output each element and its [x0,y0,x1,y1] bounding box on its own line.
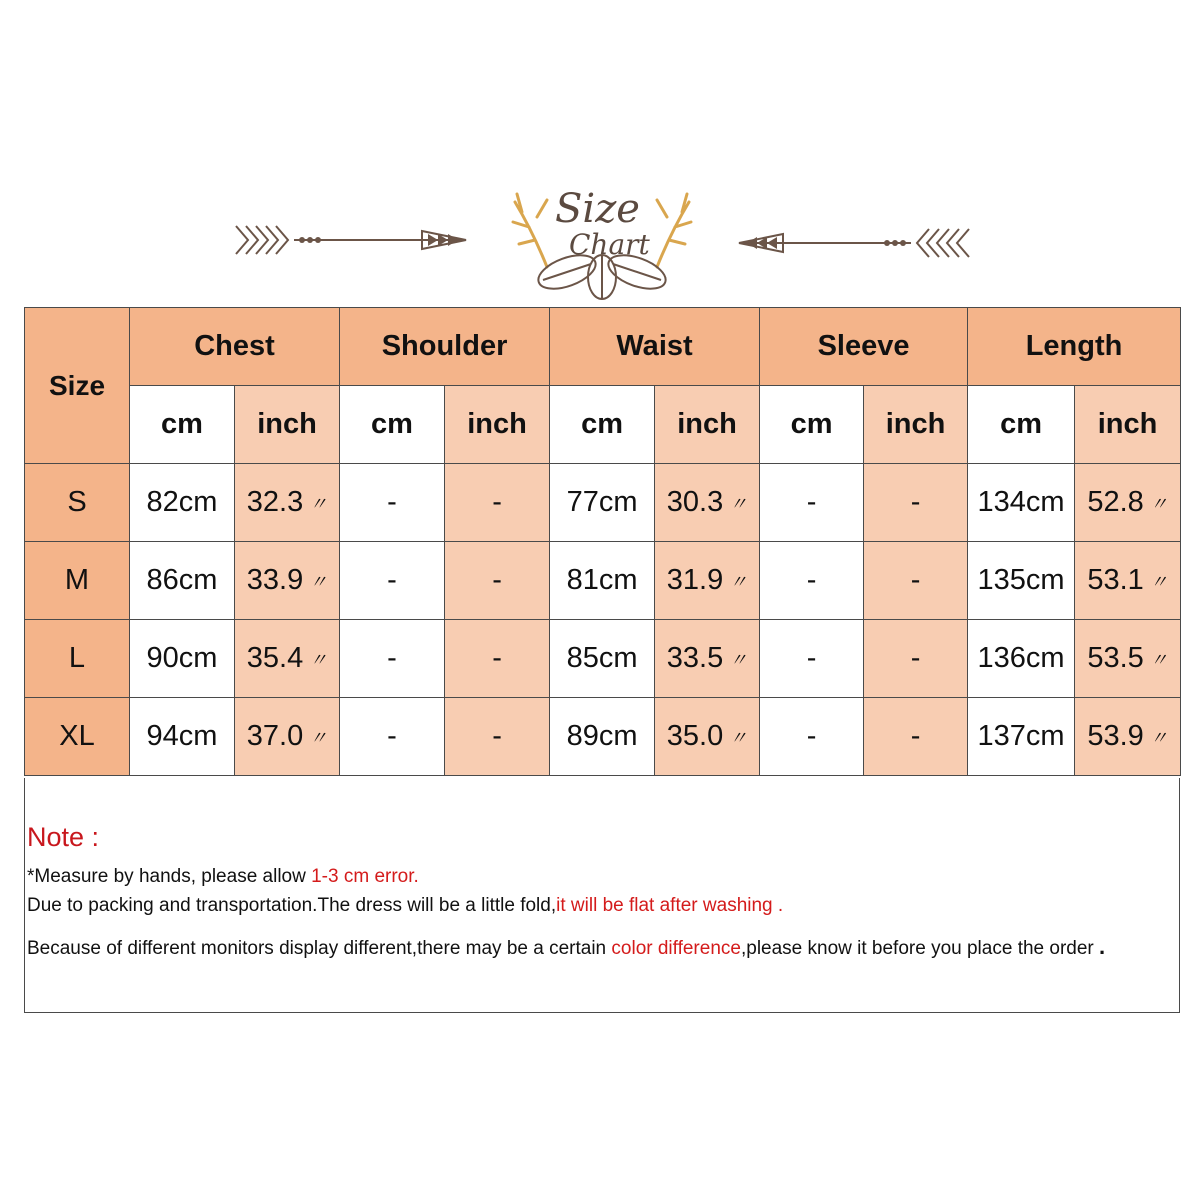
left-arrow-icon [232,220,472,260]
inch-mark: 〃 [1149,572,1168,593]
size-chart-logo [507,172,697,302]
inch-value: 35.4 [246,642,304,674]
unit-cm-header: cm [340,386,445,464]
shoulder-inch-cell: - [445,698,550,776]
note-text: Because of different monitors display different,there may be a certain [27,938,612,959]
sleeve-inch-cell: - [864,464,968,542]
note-box [24,778,1180,1013]
inch-value: 33.5 [666,642,724,674]
note-highlight: 1-3 cm error. [311,866,419,887]
size-chart-header [0,170,1200,305]
inch-mark: 〃 [1149,494,1168,515]
shoulder-header: Shoulder [340,308,550,386]
size-cell: L [25,620,130,698]
waist-cm-cell: 81cm [550,542,655,620]
chest-cm-cell: 94cm [130,698,235,776]
sleeve-header: Sleeve [760,308,968,386]
sleeve-cm-cell: - [760,542,864,620]
shoulder-inch-cell: - [445,620,550,698]
inch-mark: 〃 [1149,728,1168,749]
chest-cm-cell: 90cm [130,620,235,698]
unit-inch-header: inch [1075,386,1181,464]
length-cm-cell: 135cm [968,542,1075,620]
shoulder-cm-cell: - [340,542,445,620]
shoulder-cm-cell: - [340,620,445,698]
inch-value: 35.0 [666,720,724,752]
table-row [25,464,1181,542]
note-text: *Measure by hands, please allow [27,866,312,887]
inch-value: 30.3 [666,486,724,518]
shoulder-cm-cell: - [340,464,445,542]
unit-inch-header: inch [864,386,968,464]
unit-inch-header: inch [655,386,760,464]
sleeve-inch-cell: - [864,542,968,620]
note-title: Note : [27,822,100,852]
inch-mark: 〃 [729,728,748,749]
waist-inch-cell [655,464,760,542]
note-text: ,please know it before you place the order [740,938,1100,959]
sleeve-inch-cell: - [864,698,968,776]
unit-cm-header: cm [968,386,1075,464]
length-header: Length [968,308,1181,386]
inch-mark: 〃 [729,650,748,671]
waist-cm-cell: 85cm [550,620,655,698]
unit-cm-header: cm [130,386,235,464]
size-column-header: Size [25,308,130,464]
inch-value: 53.9 [1087,720,1144,752]
chest-inch-cell [235,542,340,620]
inch-value: 52.8 [1087,486,1144,518]
inch-value: 31.9 [666,564,724,596]
sleeve-cm-cell: - [760,464,864,542]
size-cell: S [25,464,130,542]
note-text: Due to packing and transportation.The dress will be a little fold, [27,895,557,916]
sleeve-cm-cell: - [760,698,864,776]
inch-value: 32.3 [246,486,304,518]
chest-inch-cell [235,620,340,698]
size-chart-table [24,307,1181,776]
chest-inch-cell [235,464,340,542]
inch-value: 53.1 [1087,564,1144,596]
length-inch-cell [1075,542,1181,620]
inch-mark: 〃 [1149,650,1168,671]
waist-inch-cell [655,542,760,620]
size-cell: M [25,542,130,620]
table-row [25,542,1181,620]
shoulder-cm-cell: - [340,698,445,776]
inch-mark: 〃 [309,728,328,749]
note-highlight: it will be flat after washing . [556,895,784,916]
length-cm-cell: 137cm [968,698,1075,776]
length-inch-cell [1075,620,1181,698]
unit-cm-header: cm [760,386,864,464]
waist-cm-cell: 89cm [550,698,655,776]
header-row-groups [25,308,1181,386]
sleeve-cm-cell: - [760,620,864,698]
inch-mark: 〃 [309,650,328,671]
header-row-units [25,386,1181,464]
table-row [25,698,1181,776]
sleeve-inch-cell: - [864,620,968,698]
note-highlight: color difference [611,938,741,959]
inch-mark: 〃 [309,494,328,515]
shoulder-inch-cell: - [445,542,550,620]
waist-cm-cell: 77cm [550,464,655,542]
right-arrow-icon [733,223,973,263]
table-row [25,620,1181,698]
note-end-dot: . [1099,934,1106,959]
note-line-measure [27,866,419,888]
chest-cm-cell: 82cm [130,464,235,542]
inch-value: 53.5 [1087,642,1144,674]
shoulder-inch-cell: - [445,464,550,542]
inch-mark: 〃 [309,572,328,593]
unit-cm-header: cm [550,386,655,464]
note-line-packing [27,895,783,917]
waist-header: Waist [550,308,760,386]
inch-mark: 〃 [729,494,748,515]
length-cm-cell: 134cm [968,464,1075,542]
logo-word-size: Size [555,186,640,232]
inch-value: 33.9 [246,564,304,596]
logo-word-chart: Chart [569,228,650,261]
inch-value: 37.0 [246,720,304,752]
note-line-monitor [27,934,1105,960]
chest-inch-cell [235,698,340,776]
unit-inch-header: inch [235,386,340,464]
waist-inch-cell [655,698,760,776]
inch-mark: 〃 [729,572,748,593]
length-cm-cell: 136cm [968,620,1075,698]
chest-header: Chest [130,308,340,386]
waist-inch-cell [655,620,760,698]
chest-cm-cell: 86cm [130,542,235,620]
length-inch-cell [1075,698,1181,776]
size-cell: XL [25,698,130,776]
unit-inch-header: inch [445,386,550,464]
length-inch-cell [1075,464,1181,542]
